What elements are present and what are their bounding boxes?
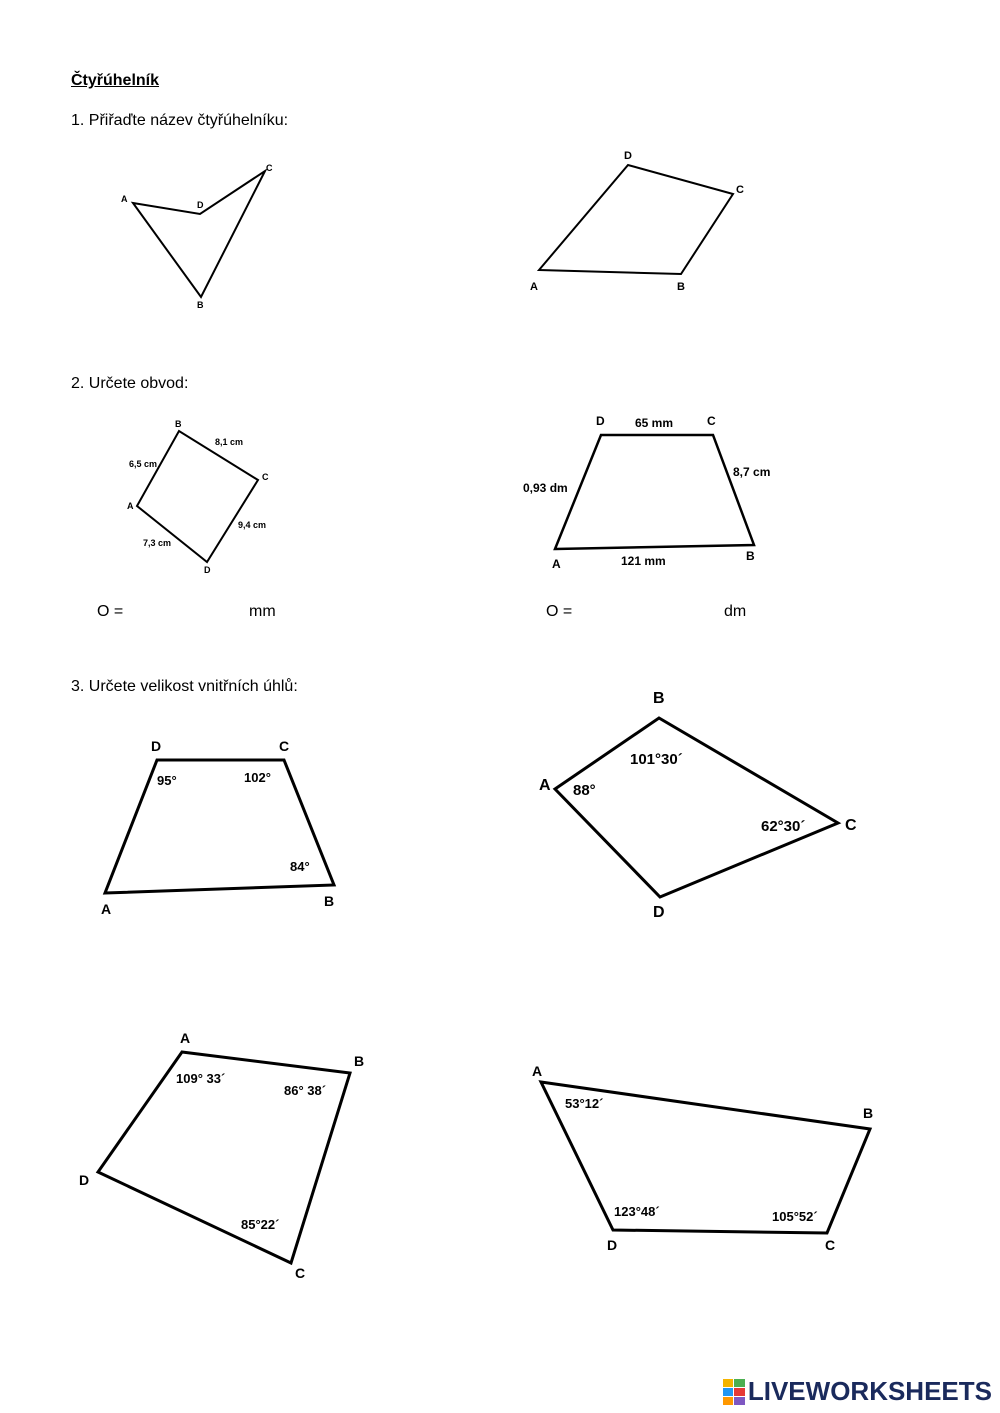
quad-1b-shape bbox=[539, 165, 733, 274]
q1b-label-D: D bbox=[624, 150, 632, 162]
q3c-label-C: C bbox=[295, 1265, 306, 1281]
q3d-label-A: A bbox=[532, 1063, 543, 1079]
q3c-angle-B: 86° 38´ bbox=[284, 1083, 327, 1098]
q2a-length-DA: 7,3 cm bbox=[143, 538, 172, 548]
q3c-angle-A: 109° 33´ bbox=[176, 1071, 226, 1086]
q3c-angle-C: 85°22´ bbox=[241, 1217, 280, 1232]
q3b-angle-C: 62°30´ bbox=[761, 818, 806, 835]
q2b-length-AD: 0,93 dm bbox=[523, 481, 568, 495]
q1a-label-B: B bbox=[197, 300, 204, 310]
task-3-heading: 3. Určete velikost vnitřních úhlů: bbox=[71, 678, 298, 695]
q3c-label-A: A bbox=[180, 1030, 191, 1046]
q1a-label-A: A bbox=[121, 194, 128, 204]
liveworksheets-logo-text: LIVEWORKSHEETS bbox=[747, 1376, 992, 1406]
perimeter-unit-right: dm bbox=[724, 603, 747, 620]
q3c-label-B: B bbox=[354, 1053, 365, 1069]
task-2-heading: 2. Určete obvod: bbox=[71, 375, 189, 392]
q1b-label-B: B bbox=[677, 281, 685, 293]
q1b-label-C: C bbox=[736, 184, 744, 196]
q3c-label-D: D bbox=[79, 1172, 90, 1188]
q2a-length-CD: 9,4 cm bbox=[238, 520, 267, 530]
q3b-label-C: C bbox=[845, 817, 857, 834]
q3b-angle-A: 88° bbox=[573, 782, 596, 799]
q3a-label-A: A bbox=[101, 901, 112, 917]
q3d-label-D: D bbox=[607, 1237, 618, 1253]
page-title: Čtyřúhelník bbox=[71, 72, 160, 89]
q2b-length-AB: 121 mm bbox=[621, 554, 666, 568]
perimeter-unit-left: mm bbox=[249, 603, 276, 620]
q3b-label-B: B bbox=[653, 690, 665, 707]
q3b-label-D: D bbox=[653, 904, 665, 921]
q2b-length-DC: 65 mm bbox=[635, 416, 674, 430]
quad-3b-shape bbox=[555, 718, 838, 897]
q3d-label-B: B bbox=[863, 1105, 874, 1121]
q2a-length-AB: 6,5 cm bbox=[129, 459, 158, 469]
q3b-label-A: A bbox=[539, 777, 551, 794]
q2b-label-C: C bbox=[707, 414, 716, 428]
perimeter-label-right: O = bbox=[546, 603, 573, 620]
q2a-label-A: A bbox=[127, 501, 134, 511]
q3d-angle-D: 123°48´ bbox=[614, 1204, 660, 1219]
q3d-label-C: C bbox=[825, 1237, 836, 1253]
q3b-angle-B: 101°30´ bbox=[630, 751, 683, 768]
q2a-label-B: B bbox=[175, 419, 182, 429]
q2b-label-A: A bbox=[552, 557, 561, 571]
q2b-length-CB: 8,7 cm bbox=[733, 465, 771, 479]
q2a-label-C: C bbox=[262, 472, 269, 482]
q2a-length-BC: 8,1 cm bbox=[215, 437, 244, 447]
q2a-label-D: D bbox=[204, 565, 211, 575]
q3d-angle-C: 105°52´ bbox=[772, 1209, 818, 1224]
quad-1a-shape bbox=[133, 171, 265, 297]
q3a-label-C: C bbox=[279, 738, 290, 754]
q3a-label-D: D bbox=[151, 738, 162, 754]
quad-2b-shape bbox=[555, 435, 754, 549]
q2b-label-D: D bbox=[596, 414, 605, 428]
liveworksheets-logo-icon bbox=[723, 1379, 745, 1405]
q3a-angle-B: 84° bbox=[290, 859, 310, 874]
q3d-angle-A: 53°12´ bbox=[565, 1096, 604, 1111]
q3a-angle-C: 102° bbox=[244, 770, 271, 785]
q3a-label-B: B bbox=[324, 893, 335, 909]
q1b-label-A: A bbox=[530, 281, 538, 293]
task-1-heading: 1. Přiřaďte název čtyřúhelníku: bbox=[71, 112, 289, 129]
liveworksheets-logo bbox=[723, 1376, 992, 1407]
q1a-label-C: C bbox=[266, 163, 273, 173]
perimeter-label-left: O = bbox=[97, 603, 124, 620]
q2b-label-B: B bbox=[746, 549, 755, 563]
q3a-angle-D: 95° bbox=[157, 773, 177, 788]
q1a-label-D: D bbox=[197, 200, 204, 210]
